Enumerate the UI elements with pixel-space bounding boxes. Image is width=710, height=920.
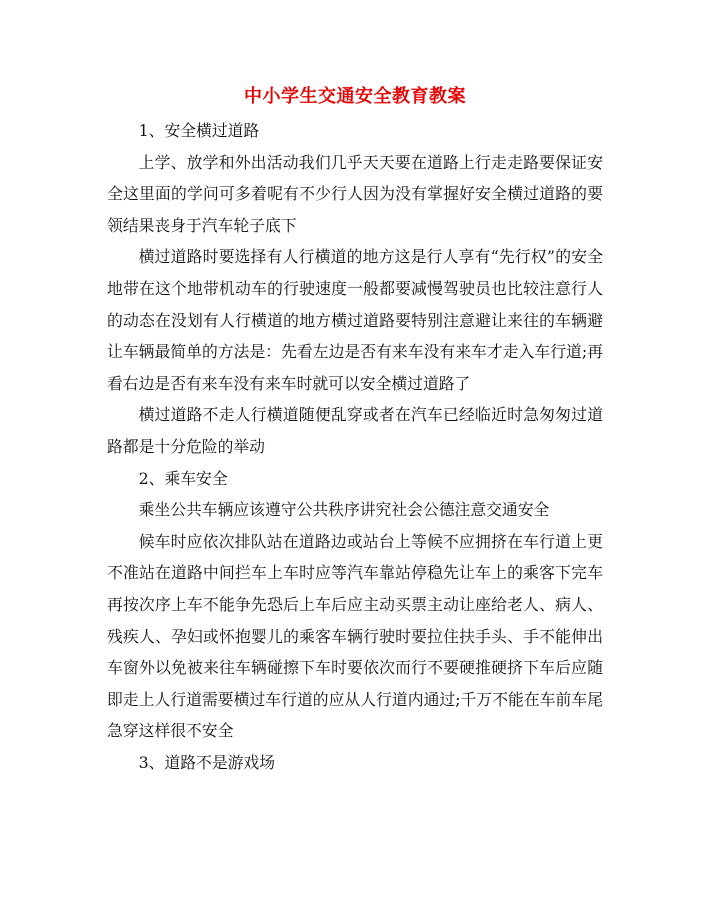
- paragraph: 横过道路不走人行横道随便乱穿或者在汽车已经临近时急匆匆过道路都是十分危险的举动: [107, 405, 603, 456]
- section-heading: 2、乘车安全: [138, 468, 228, 488]
- paragraph: 乘坐公共车辆应该遵守公共秩序讲究社会公德注意交通安全: [138, 500, 550, 520]
- section-heading: 3、道路不是游戏场: [138, 752, 276, 772]
- document-title: 中小学生交通安全教育教案: [244, 86, 466, 107]
- paragraph: 候车时应依次排队站在道路边或站台上等候不应拥挤在车行道上更不准站在道路中间拦车上车时应等汽车靠站停稳先让车上的乘客下完车再按次序上车不能争先恐后上车后应主动买票主动让座给老人、病人、残疾人、孕妇或怀抱婴儿的乘客车辆行驶时要拉住扶手头、手不能伸出车窗外以免被来往车辆碰擦下车时要依次而行不要硬推硬挤下车后应随即走上人行道需要横过车行道的应从人行道内通过;千万不能在车前车尾急穿这样很不安全: [107, 531, 603, 741]
- paragraph: 横过道路时要选择有人行横道的地方这是行人享有“先行权”的安全地带在这个地带机动车的行驶速度一般都要减慢驾驶员也比较注意行人的动态在没划有人行横道的地方横过道路要特别注意避让来往的车辆避让车辆最简单的方法是：先看左边是否有来车没有来车才走入车行道;再看右边是否有来车没有来车时就可以安全横过道路了: [107, 247, 603, 393]
- section-heading: 1、安全横过道路: [138, 121, 260, 140]
- document-body: [107, 115, 603, 778]
- paragraph: 上学、放学和外出活动我们几乎天天要在道路上行走走路要保证安全这里面的学问可多着呢有不少行人因为没有掌握好安全横过道路的要领结果丧身于汽车轮子底下: [107, 152, 603, 235]
